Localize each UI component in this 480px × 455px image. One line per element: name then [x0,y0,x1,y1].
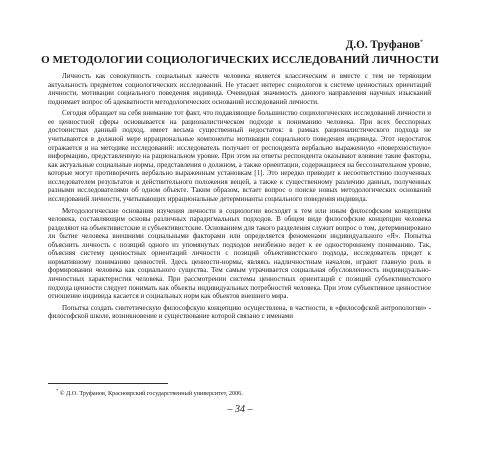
paragraph-2: Сегодня обращает на себя внимание тот факт, что подавляющее большинство социологических исследований личности и ее ценностной сферы основывается на рационалистическом подходе к пониманию человека. При всех бесспорных достоинствах данный подход, имеет весьма существенный недостаток: в рамках рационалистического подхода не учитываются в должной мере иррациональные компоненты мотивации социального поведения индивида. Этот недостаток отражается и на методике исследований: исследователь получает от респондента вербально выраженную «поверхностную» информацию, представленную на рациональном уровне. При этом на ответы респондента оказывают влияние такие факторы, как актуальные социальные нормы, представления о должном, а также ориентации, содержащиеся на бессознательном уровне, которые могут противоречить вербально выраженным установкам [1]. Это нередко приводит к несоответствию полученных исследователем результатов и действительного положения вещей, а также к существенному различию данных, полученных разными исследователями об одном объекте. Таким образом, встает вопрос о поиске новых методологических оснований исследований личности, учитывающих иррациональные детерминанты социального поведения индивида. [48,109,431,203]
footnote-text: © Д.О. Труфанов, Красноярский государственный университет, 2006. [59,390,243,398]
footnote [56,388,243,397]
author-name [346,39,423,51]
paragraph-3: Методологические основания изучения личности в социологии восходят к тем или иным философским концепциям человека, составляющим основы различных парадигмальных подходов. В общем виде философские концепции человека разделяют на объективистские и субъективистские. Основанием для такого разделения служит вопрос о том, детерминировано ли бытие человека внешними социальными факторами или определяется феноменами индивидуального «Я». Попытка объяснить личность с позиций одного из упомянутых подходов неизбежно ведет к ее одностороннему пониманию. Так, объясняя систему ценностных ориентаций личности с позиций объективистского подхода, исследователь придет к нормативному пониманию ценностей. Здесь ценности-нормы, являясь надличностным началом, играют главную роль в формировании человека как социального существа. Тем самым утрачивается социальная обусловленность индивидуально-личностных характеристик человека. При рассмотрении системы ценностных ориентаций с позиций субъективистского подхода ценности следует понимать как объекты индивидуальных потребностей человека. При этом субъективное ценностное отношение индивида касается и социальных норм как объектов внешнего мира. [48,206,431,301]
author-name-text: Д.О. Труфанов [345,39,420,51]
page-number: – 34 – [227,404,253,415]
paragraph-4: Попытка создать синтетическую философскую концепцию осуществлена, в частности, в «философской антропологии» - философской школе, возникновение и существование которой связано с именами [48,303,431,321]
footnote-mark: * [56,388,59,393]
article-body [48,72,431,321]
author-footnote-mark: * [420,39,423,46]
paragraph-1: Личность как совокупность социальных качеств человека является классическим и вместе с тем не теряющим актуальность предметом социологических исследований. Не утасает интерес социологов к системе ценностных ориентаций личности, мотивации социального поведения индивида. Очевидная значимость данного направления научных изысканий поднимает вопрос об адекватности методологических оснований исследований личности. [48,72,431,106]
footnote-divider [48,383,168,384]
article-title: О МЕТОДОЛОГИИ СОЦИОЛОГИЧЕСКИХ ИССЛЕДОВАНИЙ ЛИЧНОСТИ [41,54,439,66]
